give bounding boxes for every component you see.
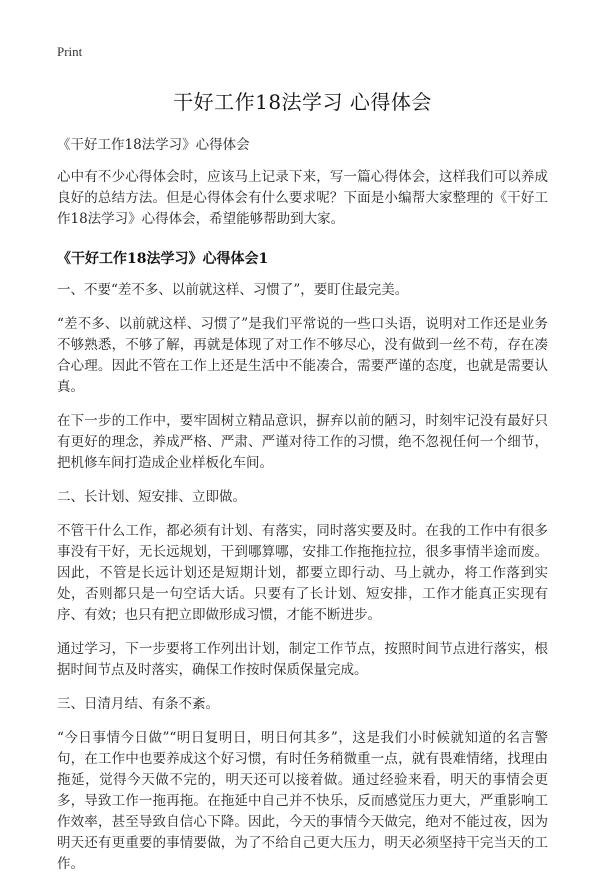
intro-paragraph: 心中有不少心得体会时，应该马上记录下来，写一篇心得体会，这样我们可以养成良好的总结方法。但是心得体会有什么要求呢？下面是小编帮大家整理的《干好工作18法学习》心得体会，希望能够帮助到大家。 [57, 169, 548, 227]
document-title: 干好工作18法学习 心得体会 [173, 90, 432, 114]
point-two-paragraph: 不管干什么工作，都必须有计划、有落实，同时落实要及时。在我的工作中有很多事没有干好，无长远规划，干到哪算哪，安排工作拖拖拉拉，很多事情半途而废。因此，不管是长远计划还是短期计划，都要立即行动、马上就办，将工作落到实处，否则都只是一句空话大话。只要有了长计划、短安排，工作才能真正实现有序、有效；也只有把立即做形成习惯，才能不断进步。 [57, 523, 548, 623]
document-subtitle: 《干好工作18法学习》心得体会 [57, 137, 250, 153]
point-two-heading: 二、长计划、短安排、立即做。 [57, 489, 246, 505]
point-one-heading: 一、不要“差不多、以前就这样、习惯了”，要盯住最完美。 [57, 282, 409, 298]
section-heading: 《干好工作18法学习》心得体会1 [57, 251, 269, 267]
point-three-heading: 三、日清月结、有条不紊。 [57, 696, 219, 712]
point-three-paragraph: “今日事情今日做”“明日复明日，明日何其多”，这是我们小时候就知道的名言警句，在工作中也要养成这个好习惯，有时任务稍微重一点，就有畏难情绪，找理由拖延，觉得今天做不完的，明天还可以接着做。通过经验来看，明天的事情会更多，导致工作一拖再拖。在拖延中自己并不快乐，反而感觉压力更大，严重影响工作效率，甚至导致自信心下降。因此，今天的事情今天做完，绝对不能过夜，因为明天还有更重要的事情要做，为了不给自己更大压力，明天必须坚持干完当天的工作。 [57, 730, 548, 872]
print-link[interactable]: Print [57, 44, 83, 59]
point-one-paragraph: “差不多、以前就这样、习惯了”是我们平常说的一些口头语，说明对工作还是业务不够熟悉，不够了解，再就是体现了对工作不够尽心，没有做到一丝不苟，存在凑合心理。因此不管在工作上还是生活中不能凑合，需要严谨的态度，也就是需要认真。 [57, 316, 548, 395]
point-one-plan-paragraph: 在下一步的工作中，要牢固树立精品意识，摒弃以前的陋习，时刻牢记没有最好只有更好的理念，养成严格、严肃、严谨对待工作的习惯，绝不忽视任何一个细节，把机修车间打造成企业样板化车间。 [57, 413, 548, 471]
point-two-plan-paragraph: 通过学习，下一步要将工作列出计划，制定工作节点，按照时间节点进行落实，根据时间节点及时落实，确保工作按时保质保量完成。 [57, 641, 548, 678]
